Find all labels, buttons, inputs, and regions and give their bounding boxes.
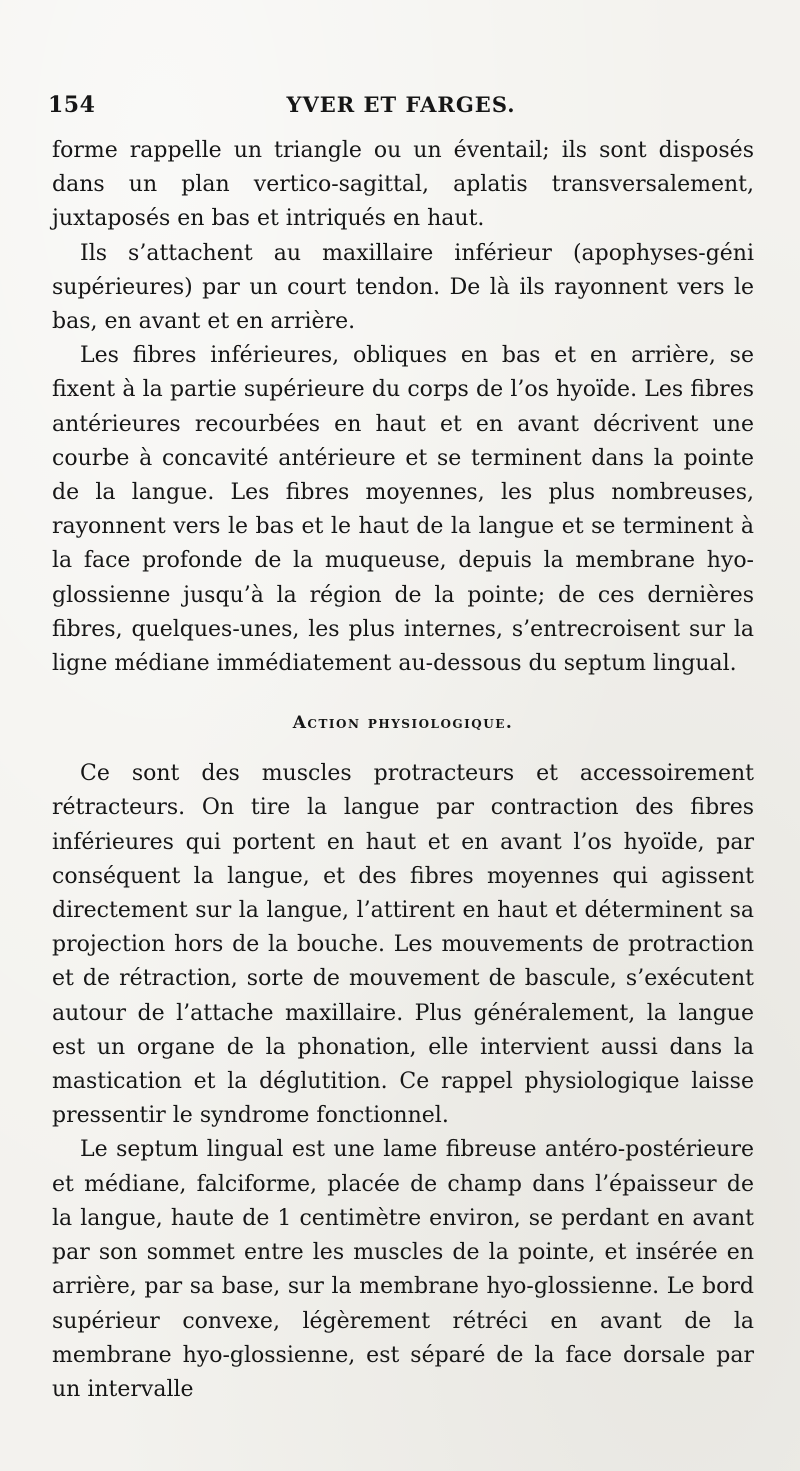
running-head [48, 92, 754, 120]
paragraph-physiology: Ce sont des muscles protracteurs et accessoirement rétracteurs. On tire la langue par contraction des fibres inférieures qui portent en haut et en avant l’os hyoïde, par conséquent la langue, et des fibres moyennes qui agissent directement sur la langue, l’attirent en haut et déterminent sa projection hors de la bouche. Les mouvements de protraction et de rétraction, sorte de mouvement de bascule, s’exécutent autour de l’attache maxillaire. Plus généralement, la langue est un organe de la phonation, elle intervient aussi dans la mastication et la déglutition. Ce rappel physiologique laisse pressentir le syndrome fonctionnel. [52, 761, 754, 1129]
paragraph-attachment: Ils s’attachent au maxillaire inférieur (apophyses-géni supérieures) par un court tendon. De là ils rayonnent vers le bas, en avant et en arrière. [52, 240, 754, 335]
paragraph-continued: forme rappelle un triangle ou un éventail; ils sont disposés dans un plan vertico-sagittal, aplatis transversalement, juxtaposés en bas et intriqués en haut. [52, 138, 754, 232]
paragraph-septum: Le septum lingual est une lame fibreuse antéro-postérieure et médiane, falciforme, placée de champ dans l’épaisseur de la langue, haute de 1 centimètre environ, se perdant en avant par son sommet entre les muscles de la pointe, et insérée en arrière, par sa base, sur la membrane hyo-glossienne. Le bord supérieur convexe, légèrement rétréci en avant de la membrane hyo-glossienne, est séparé de la face dorsale par un intervalle [52, 1137, 754, 1402]
page-number: 154 [48, 92, 96, 118]
paragraph-fibres: Les fibres inférieures, obliques en bas et en arrière, se fixent à la partie supérieure du corps de l’os hyoïde. Les fibres antérieures recourbées en haut et en avant décrivent une courbe à concavité antérieure et se terminent dans la pointe de la langue. Les fibres moyennes, les plus nombreuses, rayonnent vers le bas et le haut de la langue et se terminent à la face profonde de la muqueuse, depuis la membrane hyo-glossienne jusqu’à la région de la pointe; de ces dernières fibres, quelques-unes, les plus internes, s’entrecroisent sur la ligne médiane immédiatement au-dessous du septum lingual. [52, 343, 754, 677]
section-heading: Action physiologique. [292, 713, 514, 734]
body-text [52, 134, 754, 1407]
running-title: YVER ET FARGES. [286, 92, 516, 117]
